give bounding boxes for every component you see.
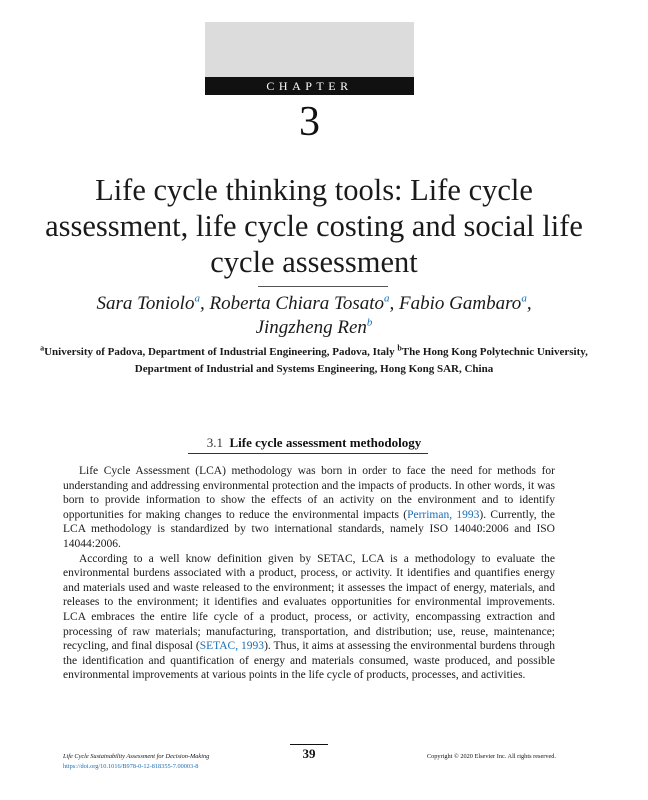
affiliation-b: The Hong Kong Polytechnic University, Department of Industrial and Systems Engineering, Hong Kong SAR, China [134,346,588,375]
affiliation-mark: b [397,343,402,353]
doi-link[interactable]: https://doi.org/10.1016/B978-0-12-818355-7.00003-8 [63,763,199,770]
book-title: Life Cycle Sustainability Assessment for Decision-Making [63,753,210,760]
title-divider [258,286,388,287]
section-divider [188,453,428,454]
affiliation-mark: a [40,343,45,353]
section-title: Life cycle assessment methodology [229,435,422,450]
chapter-number: 3 [299,99,320,145]
author-affiliation-mark[interactable]: a [194,292,200,305]
page-number: 39 [302,746,316,761]
author-name: Jingzheng Ren [255,317,367,338]
body-text [63,464,555,683]
copyright-notice: Copyright © 2020 Elsevier Inc. All rights reserved. [426,753,556,760]
chapter-label: CHAPTER [205,77,414,95]
author-name: Sara Toniolo [96,293,195,314]
affiliation-a: University of Padova, Department of Industrial Engineering, Padova, Italy [44,346,395,358]
page-number-rule [290,744,328,745]
author-affiliation-mark[interactable]: a [384,292,390,305]
author-affiliation-mark[interactable]: a [521,292,527,305]
author-affiliation-mark[interactable]: b [366,316,373,329]
citation-link[interactable]: SETAC, 1993 [199,640,265,653]
author-name: Roberta Chiara Tosato [209,293,385,314]
author-name: Fabio Gambaro [399,293,522,314]
section-heading [40,434,588,452]
citation-link[interactable]: Perriman, 1993 [407,508,480,521]
author-list: Sara Toniolo$^a$, Roberta Chiara Tosato$^a$, Fabio Gambaro$^a$, Jingzheng Ren$^b$ [96,292,532,338]
section-number: 3.1 [206,435,224,450]
paragraph: According to a well know definition given by SETAC, LCA is a methodology to evaluate the environmental burdens associated with a product, process, or activity. It identifies and quantifies energy and materials used and waste released to the environment; it assesses the impact of energy, materials, and releases to the environment; it identifies and evaluates opportunities for environmental improvements. LCA embraces the entire life cycle of a product, process, or activity, encompassing extraction and processing of raw materials; manufacturing, transportation, and distribution; use, reuse, maintenance; recycling, and final disposal (SETAC, 1993). Thus, it aims at assessing the environmental burdens through the identification and quantification of energy and materials consumed, waste produced, and possible environmental improvements at various points in the life cycle of products, processes, and activities. [63,552,555,682]
paragraph: Life Cycle Assessment (LCA) methodology was born in order to face the need for methods for understanding and addressing environmental protection and the impacts of products. In other words, it was born to provide information to show the effects of an activity on the environment and to identify opportunities for making changes to reduce the environmental impacts (Perriman, 1993). Currently, the LCA methodology is standardized by two international standards, namely ISO 14040:2006 and ISO 14044:2006. [63,465,555,550]
affiliations [40,344,588,378]
chapter-title: Life cycle thinking tools: Life cycle assessment, life cycle costing and social life cycle assessment [45,173,583,279]
